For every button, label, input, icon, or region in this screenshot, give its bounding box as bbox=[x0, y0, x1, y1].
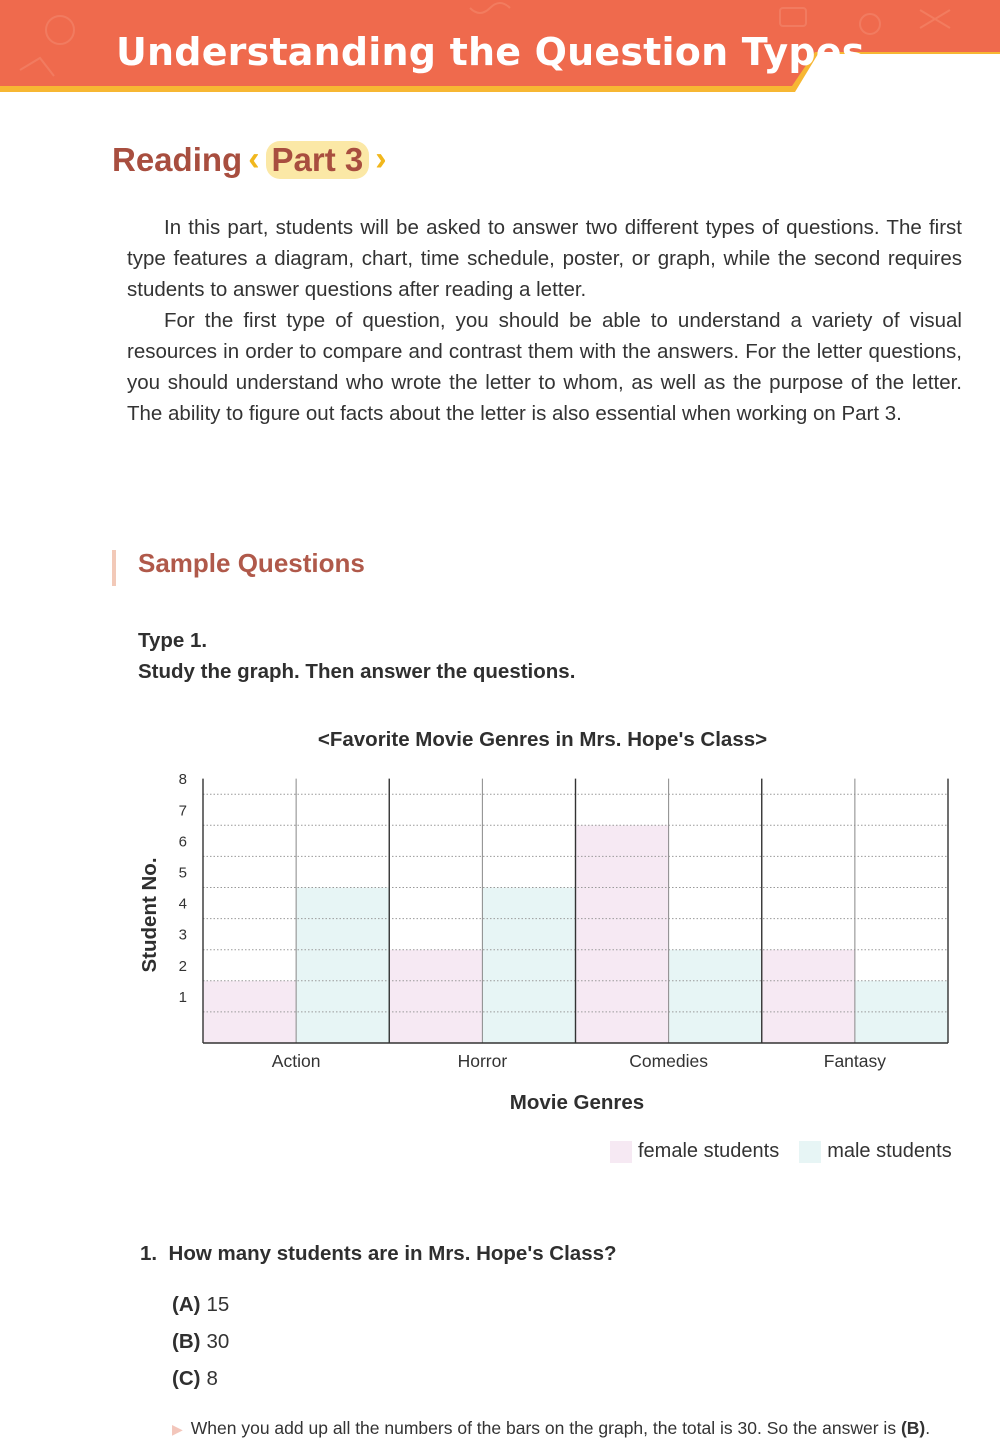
section-accent-bar bbox=[112, 550, 116, 586]
legend-label-male: male students bbox=[827, 1140, 952, 1162]
sample-questions-heading: Sample Questions bbox=[138, 548, 365, 578]
bar-action-male bbox=[296, 888, 389, 1044]
part-label: Part 3 bbox=[266, 141, 370, 179]
y-tick-label: 2 bbox=[178, 957, 187, 975]
bar-horror-female bbox=[389, 950, 482, 1043]
x-axis-title: Movie Genres bbox=[509, 1091, 645, 1114]
question-text: How many students are in Mrs. Hope's Class? bbox=[168, 1242, 617, 1265]
chart-title: <Favorite Movie Genres in Mrs. Hope's Class> bbox=[317, 728, 768, 751]
type-label: Type 1. bbox=[138, 629, 208, 652]
x-tick-label: Horror bbox=[457, 1051, 508, 1071]
y-tick-label: 7 bbox=[178, 802, 187, 820]
option-text: 8 bbox=[206, 1367, 218, 1390]
bar-fantasy-female bbox=[762, 950, 855, 1043]
option-text: 30 bbox=[206, 1330, 230, 1353]
intro-paragraph: In this part, students will be asked to answer two different types of questions. The first type features a diagram, chart, time schedule, poster, or graph, while the second requires students to answer questions after reading a letter. bbox=[127, 216, 962, 301]
option-letter: (C) bbox=[172, 1367, 201, 1390]
chevron-left-icon: ‹ bbox=[248, 140, 260, 178]
legend-swatch-female bbox=[610, 1141, 632, 1163]
y-axis-title: Student No. bbox=[138, 857, 161, 973]
option-text: 15 bbox=[206, 1293, 230, 1316]
legend-label-female: female students bbox=[638, 1140, 780, 1162]
section-heading bbox=[112, 140, 393, 179]
section-name: Reading bbox=[112, 140, 243, 178]
pointer-triangle-icon: ▶ bbox=[172, 1421, 183, 1437]
option-a[interactable] bbox=[172, 1293, 229, 1317]
question-number: 1. bbox=[140, 1242, 158, 1265]
bar-comedies-male bbox=[669, 950, 762, 1043]
type-instruction: Study the graph. Then answer the questions. bbox=[138, 660, 576, 683]
question-1 bbox=[140, 1242, 617, 1266]
explanation-text: When you add up all the numbers of the bars on the graph, the total is 30. So the answer is bbox=[190, 1418, 897, 1438]
y-tick-label: 3 bbox=[178, 926, 187, 944]
y-tick-label: 8 bbox=[178, 771, 187, 789]
answer-explanation: ▶ When you add up all the numbers of the bars on the graph, the total is 30. So the answer is (B). bbox=[172, 1418, 931, 1438]
legend-swatch-male bbox=[799, 1141, 821, 1163]
y-tick-label: 5 bbox=[178, 864, 187, 882]
intro-paragraph: For the first type of question, you should be able to understand a variety of visual resources in order to compare and contrast them with the answers. For the letter questions, you should understand who wrote the letter to whom, as well as the purpose of the letter. The ability to figure out facts about the letter is also essential when working on Part 3. bbox=[127, 309, 962, 425]
bar-horror-male bbox=[482, 888, 575, 1044]
chevron-right-icon: › bbox=[375, 140, 387, 178]
y-tick-label: 6 bbox=[178, 833, 187, 851]
y-tick-label: 1 bbox=[178, 988, 187, 1006]
x-tick-label: Fantasy bbox=[823, 1051, 886, 1071]
y-tick-label: 4 bbox=[178, 895, 187, 913]
option-letter: (B) bbox=[172, 1330, 201, 1353]
intro-text bbox=[127, 212, 962, 429]
chart-legend bbox=[610, 1140, 952, 1163]
bar-comedies-female bbox=[576, 825, 669, 1043]
header-banner bbox=[0, 0, 1000, 96]
x-tick-label: Comedies bbox=[629, 1051, 709, 1071]
x-tick-label: Action bbox=[271, 1051, 321, 1071]
banner-title: Understanding the Question Types bbox=[116, 30, 865, 74]
answer-letter: (B) bbox=[900, 1418, 926, 1438]
option-b[interactable] bbox=[172, 1330, 229, 1354]
bar-chart bbox=[130, 771, 960, 1125]
option-letter: (A) bbox=[172, 1293, 201, 1316]
option-c[interactable] bbox=[172, 1367, 218, 1391]
